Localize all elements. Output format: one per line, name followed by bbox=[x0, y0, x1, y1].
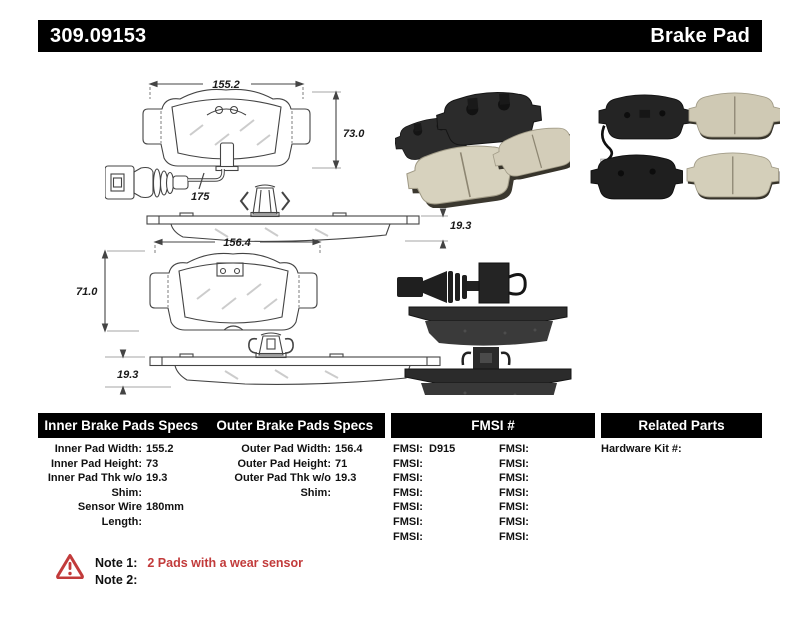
fmsi-row: FMSI: bbox=[393, 530, 423, 543]
outer-specs-title: Outer Brake Pads Specs bbox=[216, 418, 374, 433]
spec-row: Outer Pad Width: 156.4 bbox=[241, 443, 363, 455]
note-1-label: Note 1: bbox=[95, 556, 138, 570]
spec-table-headers bbox=[38, 413, 762, 438]
fmsi-subcolumn-1 bbox=[391, 442, 497, 544]
fmsi-row: FMSI: bbox=[393, 501, 423, 514]
inner-specs-title: Inner Brake Pads Specs bbox=[44, 418, 199, 433]
fmsi-row: FMSI: bbox=[499, 457, 529, 470]
sensor-wire-dim: 175 bbox=[191, 191, 210, 203]
pads-photo-grid bbox=[585, 88, 780, 208]
fmsi-row: FMSI: bbox=[393, 515, 423, 528]
outer-height-dim: 71.0 bbox=[76, 286, 98, 298]
pads-specs-header bbox=[38, 413, 385, 438]
note-2 bbox=[95, 572, 303, 589]
fmsi-header: FMSI # bbox=[391, 413, 595, 438]
note-1-text: 2 Pads with a wear sensor bbox=[147, 556, 303, 570]
warning-icon bbox=[56, 553, 84, 579]
pads-photo-angled bbox=[395, 88, 570, 208]
fmsi-row: FMSI: bbox=[499, 443, 529, 455]
fmsi-row: FMSI: D915 bbox=[393, 443, 456, 455]
fmsi-row: FMSI: bbox=[499, 472, 529, 485]
fmsi-row: FMSI: bbox=[499, 530, 529, 543]
outer-specs-column bbox=[211, 442, 385, 544]
header-bar bbox=[38, 20, 762, 52]
inner-specs-column bbox=[38, 442, 211, 544]
outer-width-dim: 156.4 bbox=[223, 237, 251, 249]
related-parts-header: Related Parts bbox=[601, 413, 762, 438]
part-number: 309.09153 bbox=[50, 24, 147, 47]
fmsi-subcolumn-2 bbox=[497, 442, 595, 544]
related-row: Hardware Kit #: bbox=[601, 443, 682, 455]
fmsi-row: FMSI: bbox=[499, 501, 529, 514]
fmsi-row: FMSI: bbox=[499, 486, 529, 499]
spec-row: Outer Pad Height: 71 bbox=[237, 457, 348, 470]
inner-width-dim: 155.2 bbox=[212, 79, 240, 91]
note-1 bbox=[95, 555, 303, 572]
inner-thickness-dim: 19.3 bbox=[450, 220, 472, 232]
fmsi-column bbox=[391, 442, 595, 544]
spec-row: Sensor Wire Length: 180mm bbox=[77, 501, 184, 528]
notes bbox=[95, 555, 303, 589]
spec-row: Inner Pad Thk w/o Shim: 19.3 bbox=[47, 472, 168, 499]
spec-row: Inner Pad Height: 73 bbox=[50, 457, 159, 470]
note-2-label: Note 2: bbox=[95, 573, 138, 587]
fmsi-row: FMSI: bbox=[393, 457, 423, 470]
related-parts-column bbox=[601, 442, 762, 544]
fmsi-row: FMSI: bbox=[393, 486, 423, 499]
outer-thickness-dim: 19.3 bbox=[117, 369, 139, 381]
spec-table bbox=[38, 413, 762, 544]
pads-photo-edge bbox=[395, 225, 580, 395]
fmsi-row: FMSI: bbox=[393, 472, 423, 485]
spec-row: Inner Pad Width: 155.2 bbox=[54, 443, 174, 455]
spec-row: Outer Pad Thk w/o Shim: 19.3 bbox=[234, 472, 357, 499]
page-title: Brake Pad bbox=[650, 24, 750, 47]
inner-height-dim: 73.0 bbox=[343, 128, 365, 140]
fmsi-row: FMSI: bbox=[499, 515, 529, 528]
